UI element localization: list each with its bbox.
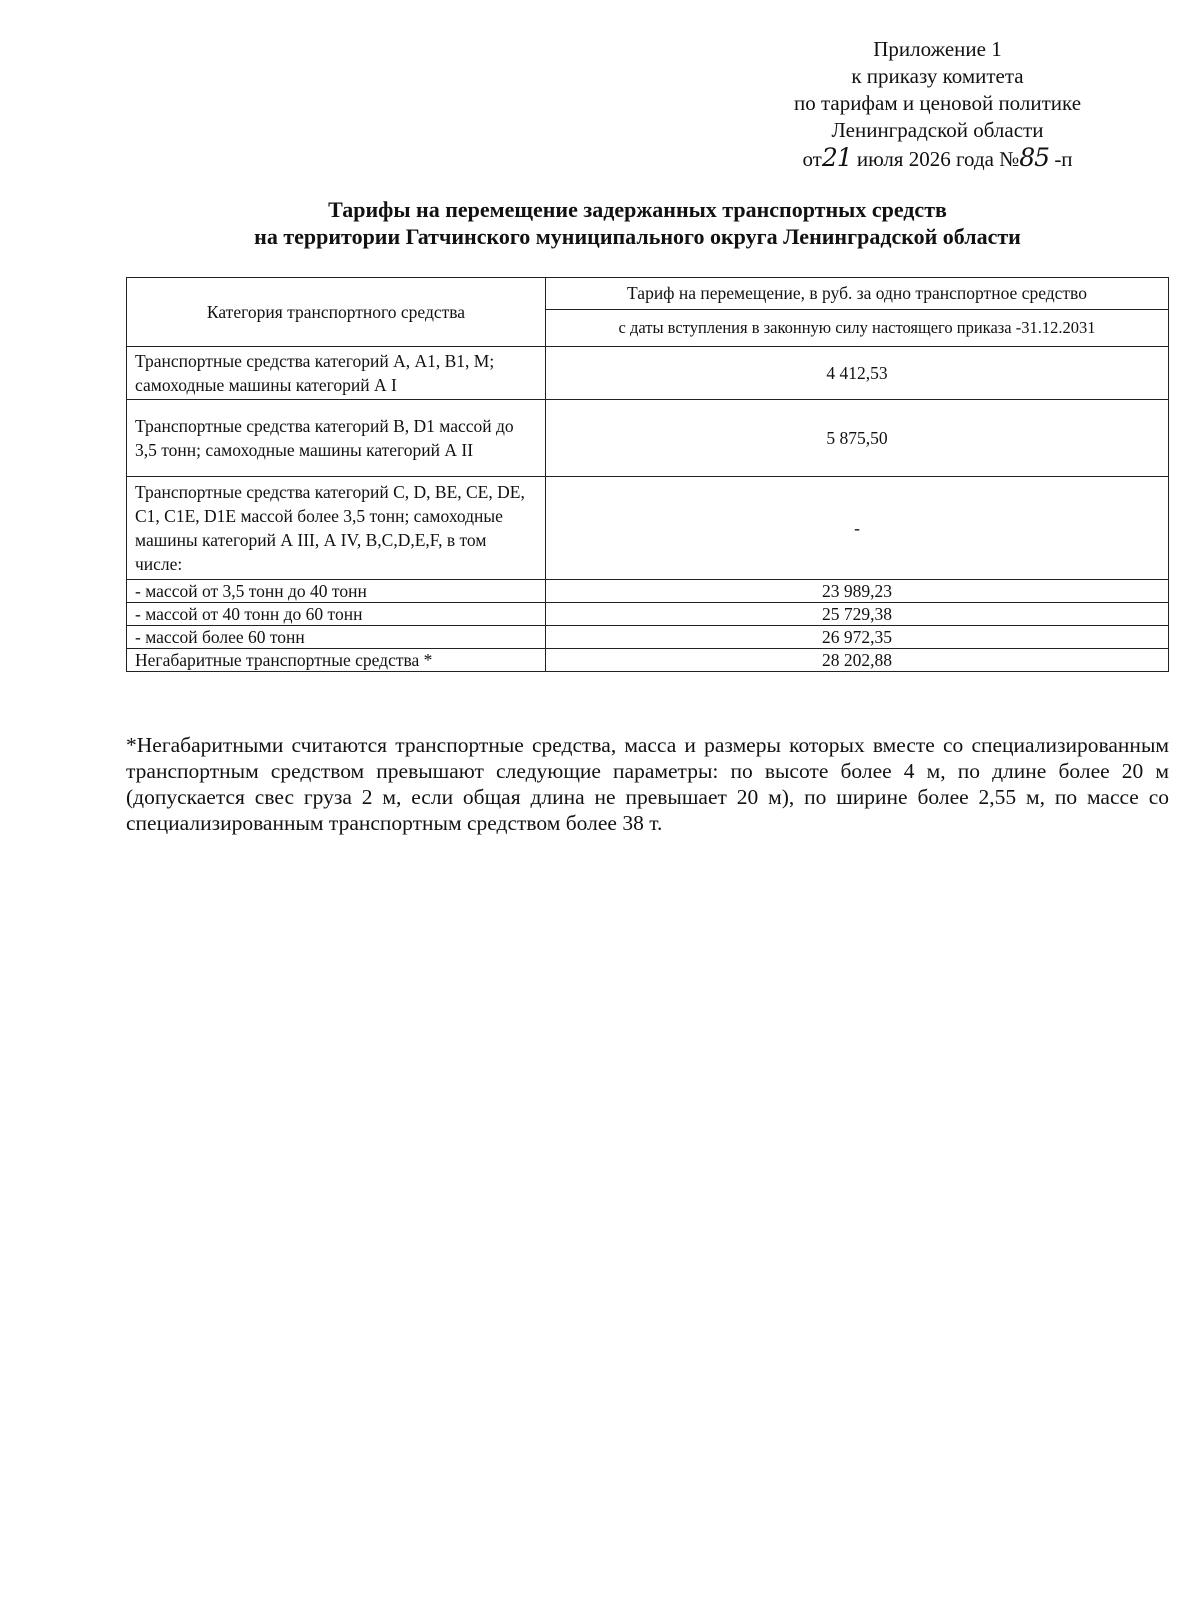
table-row (127, 649, 1169, 672)
row-value: - (546, 477, 1169, 580)
appendix-header (740, 36, 1135, 173)
order-date-line (740, 144, 1135, 173)
row-category: Негабаритные транспортные средства * (127, 649, 546, 672)
date-prefix: от (802, 147, 822, 171)
footnote: *Негабаритными считаются транспортные средства, масса и размеры которых вместе со специализированным транспортным средством превышают следующие параметры: по высоте более 4 м, по длине более 20 м (допускается свес груза 2 м, если общая длина не превышает 20 м), по ширине более 2,55 м, по массе со специализированным транспортным средством более 38 т. (126, 732, 1169, 835)
tariff-table (126, 277, 1169, 672)
row-category: Транспортные средства категорий С, D, ВЕ, СЕ, DЕ, С1, С1Е, D1Е массой более 3,5 тонн; самоходные машины категорий А III, А IV, В,С,D,Е,F, в том числе: (127, 477, 546, 580)
appendix-line-4: Ленинградской области (831, 118, 1044, 142)
row-value: 25 729,38 (546, 603, 1169, 626)
table-row (127, 400, 1169, 477)
handwritten-day: 21 (821, 143, 852, 172)
table-header-row (127, 278, 1169, 310)
title-line-2: на территории Гатчинского муниципального округа Ленинградской области (254, 224, 1021, 249)
table-row (127, 603, 1169, 626)
header-rate: Тариф на перемещение, в руб. за одно транспортное средство (546, 278, 1169, 310)
table-row (127, 580, 1169, 603)
document-title (120, 196, 1155, 250)
row-category: - массой от 40 тонн до 60 тонн (127, 603, 546, 626)
row-value: 23 989,23 (546, 580, 1169, 603)
appendix-line-1: Приложение 1 (873, 37, 1002, 61)
table-row (127, 347, 1169, 400)
title-line-1: Тарифы на перемещение задержанных транспортных средств (328, 197, 947, 222)
row-category: Транспортные средства категорий В, D1 массой до 3,5 тонн; самоходные машины категорий А II (127, 400, 546, 477)
order-suffix: -п (1049, 147, 1073, 171)
row-category: - массой более 60 тонн (127, 626, 546, 649)
row-value: 28 202,88 (546, 649, 1169, 672)
header-category: Категория транспортного средства (127, 278, 546, 347)
handwritten-order-number: 85 (1019, 143, 1050, 172)
row-value: 4 412,53 (546, 347, 1169, 400)
appendix-line-2: к приказу комитета (851, 64, 1024, 88)
table-row (127, 626, 1169, 649)
row-category: - массой от 3,5 тонн до 40 тонн (127, 580, 546, 603)
row-category: Транспортные средства категорий А, А1, В1, М; самоходные машины категорий А I (127, 347, 546, 400)
row-value: 5 875,50 (546, 400, 1169, 477)
date-rest: июля 2026 года № (851, 147, 1020, 171)
header-period: с даты вступления в законную силу настоящего приказа -31.12.2031 (546, 310, 1169, 347)
appendix-line-3: по тарифам и ценовой политике (793, 91, 1082, 115)
table-row (127, 477, 1169, 580)
row-value: 26 972,35 (546, 626, 1169, 649)
